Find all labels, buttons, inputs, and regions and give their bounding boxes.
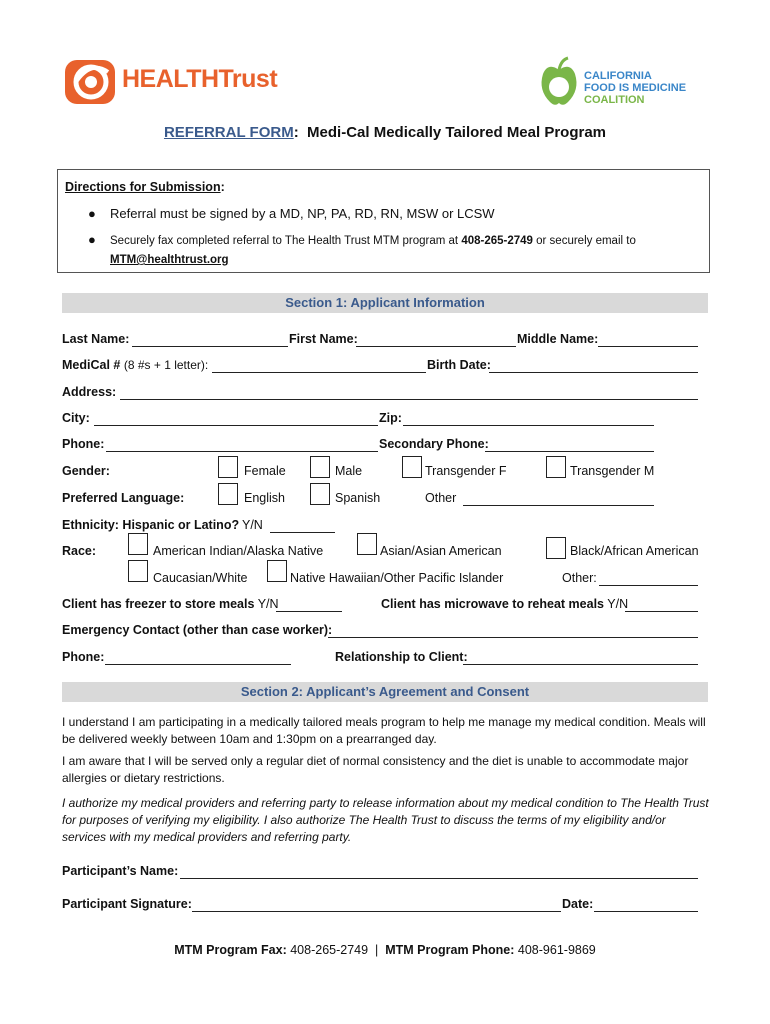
email-link[interactable]: MTM@healthtrust.org <box>110 254 229 266</box>
page-title: REFERRAL FORM: Medi-Cal Medically Tailored Meal Program <box>163 124 607 141</box>
cafim-line-1: CALIFORNIA <box>584 70 652 82</box>
date-label: Date: <box>562 897 594 911</box>
race-native-hawaiian-label: Native Hawaiian/Other Pacific Islander <box>290 571 504 585</box>
secondary-phone-label: Secondary Phone: <box>379 437 489 451</box>
section-2-header: Section 2: Applicant’s Agreement and Consent <box>62 682 708 702</box>
healthtrust-mark-icon <box>62 54 122 106</box>
participant-signature-field[interactable] <box>192 911 561 912</box>
gender-label: Gender: <box>62 464 110 478</box>
title-prefix: REFERRAL FORM <box>163 124 294 141</box>
middle-name-field[interactable] <box>598 346 698 347</box>
directions-bullet-1: ● Referral must be signed by a MD, NP, PA, RD, RN, MSW or LCSW <box>88 206 495 221</box>
medical-label-group <box>62 358 208 372</box>
first-name-field[interactable] <box>356 346 516 347</box>
first-name-label: First Name: <box>289 332 358 346</box>
race-caucasian-label: Caucasian/White <box>153 571 248 585</box>
race-label: Race: <box>62 544 97 558</box>
birth-date-field[interactable] <box>489 372 698 373</box>
microwave-yn: Y/N <box>607 597 629 611</box>
california-food-is-medicine-logo <box>538 56 698 108</box>
date-field[interactable] <box>594 911 698 912</box>
directions-heading: Directions for Submission: <box>65 180 225 194</box>
gender-transgender-m-label: Transgender M <box>570 464 655 478</box>
zip-field[interactable] <box>403 425 654 426</box>
gender-female-checkbox[interactable] <box>218 456 238 478</box>
healthtrust-logo <box>62 54 312 106</box>
middle-name-label: Middle Name: <box>517 332 599 346</box>
city-field[interactable] <box>94 425 378 426</box>
city-label: City: <box>62 411 90 425</box>
address-label: Address: <box>62 385 117 399</box>
race-other-label: Other: <box>562 571 597 585</box>
language-english-checkbox[interactable] <box>218 483 238 505</box>
microwave-field[interactable] <box>625 611 698 612</box>
directions-bullet-2: ● Securely fax completed referral to The Health Trust MTM program at 408-265-2749 or securely email to MTM@healthtrust.org <box>88 232 636 266</box>
language-other-label: Other <box>425 491 457 505</box>
participant-signature-label: Participant Signature: <box>62 897 192 911</box>
last-name-label: Last Name: <box>62 332 130 346</box>
race-asian-label: Asian/Asian American <box>380 544 502 558</box>
consent-paragraph-2: I am aware that I will be served only a regular diet of normal consistency and the diet is unable to accommodate major allergies or dietary restrictions. <box>62 754 689 785</box>
last-name-field[interactable] <box>132 346 288 347</box>
race-american-indian-label: American Indian/Alaska Native <box>153 544 324 558</box>
emergency-contact-label: Emergency Contact (other than case worker): <box>62 623 333 637</box>
emergency-contact-field[interactable] <box>328 637 698 638</box>
participant-name-field[interactable] <box>180 878 698 879</box>
race-other-field[interactable] <box>599 585 698 586</box>
race-caucasian-checkbox[interactable] <box>128 560 148 582</box>
ethnicity-yn: Y/N <box>242 518 263 532</box>
microwave-label: Client has microwave to reheat meals <box>381 597 605 611</box>
language-other-field[interactable] <box>463 505 654 506</box>
ethnicity-field[interactable] <box>270 532 335 533</box>
relationship-field[interactable] <box>463 664 698 665</box>
consent-paragraph-3: I authorize my medical providers and referring party to release information about my medical condition to The Health Trust for purposes of verifying my eligibility. I also authorize The Health Trust to discuss the terms of my eligibility and/or services with my medical providers and referring party. <box>62 796 709 844</box>
language-label: Preferred Language: <box>62 491 185 505</box>
medical-hint: (8 #s + 1 letter): <box>123 358 209 372</box>
emergency-phone-label: Phone: <box>62 650 105 664</box>
gender-male-checkbox[interactable] <box>310 456 330 478</box>
gender-transgender-f-checkbox[interactable] <box>402 456 422 478</box>
freezer-field[interactable] <box>276 611 342 612</box>
gender-female-label: Female <box>244 464 286 478</box>
footer-phone-label: MTM Program Phone: <box>385 943 515 957</box>
race-native-hawaiian-checkbox[interactable] <box>267 560 287 582</box>
apple-icon <box>538 56 580 108</box>
footer-phone: 408-961-9869 <box>517 943 596 957</box>
cafim-line-2: FOOD IS MEDICINE <box>584 82 687 94</box>
freezer-label: Client has freezer to store meals <box>62 597 255 611</box>
freezer-yn: Y/N <box>257 597 279 611</box>
race-american-indian-checkbox[interactable] <box>128 533 148 555</box>
title-main: Medi-Cal Medically Tailored Meal Program <box>307 124 607 141</box>
emergency-phone-field[interactable] <box>105 664 291 665</box>
consent-paragraph-1: I understand I am participating in a medically tailored meals program to help me manage my medical condition. Meals will be delivered weekly between 10am and 1:30pm on a prearranged day. <box>62 715 706 746</box>
microwave-group <box>381 597 628 611</box>
freezer-group <box>62 597 279 611</box>
race-black-checkbox[interactable] <box>546 537 566 559</box>
relationship-label: Relationship to Client: <box>335 650 468 664</box>
phone-field[interactable] <box>106 451 378 452</box>
gender-transgender-m-checkbox[interactable] <box>546 456 566 478</box>
secondary-phone-field[interactable] <box>485 451 654 452</box>
language-spanish-label: Spanish <box>335 491 381 505</box>
directions-box <box>57 169 710 273</box>
race-black-label: Black/African American <box>570 544 699 558</box>
footer: MTM Program Fax: 408-265-2749 | MTM Program Phone: 408-961-9869 <box>174 943 596 957</box>
healthtrust-wordmark: HEALTHTrust <box>122 65 278 93</box>
ethnicity-label: Ethnicity: Hispanic or Latino? <box>62 518 240 532</box>
race-asian-checkbox[interactable] <box>357 533 377 555</box>
gender-transgender-f-label: Transgender F <box>425 464 507 478</box>
medical-number-field[interactable] <box>212 372 426 373</box>
footer-fax: 408-265-2749 <box>290 943 369 957</box>
zip-label: Zip: <box>379 411 402 425</box>
footer-fax-label: MTM Program Fax: <box>174 943 287 957</box>
participant-name-label: Participant’s Name: <box>62 864 179 878</box>
section-1-header: Section 1: Applicant Information <box>62 293 708 313</box>
language-english-label: English <box>244 491 285 505</box>
medical-label: MediCal # <box>62 358 121 372</box>
phone-label: Phone: <box>62 437 105 451</box>
cafim-line-3: COALITION <box>584 94 645 106</box>
language-spanish-checkbox[interactable] <box>310 483 330 505</box>
birth-date-label: Birth Date: <box>427 358 491 372</box>
gender-male-label: Male <box>335 464 363 478</box>
address-field[interactable] <box>120 399 698 400</box>
